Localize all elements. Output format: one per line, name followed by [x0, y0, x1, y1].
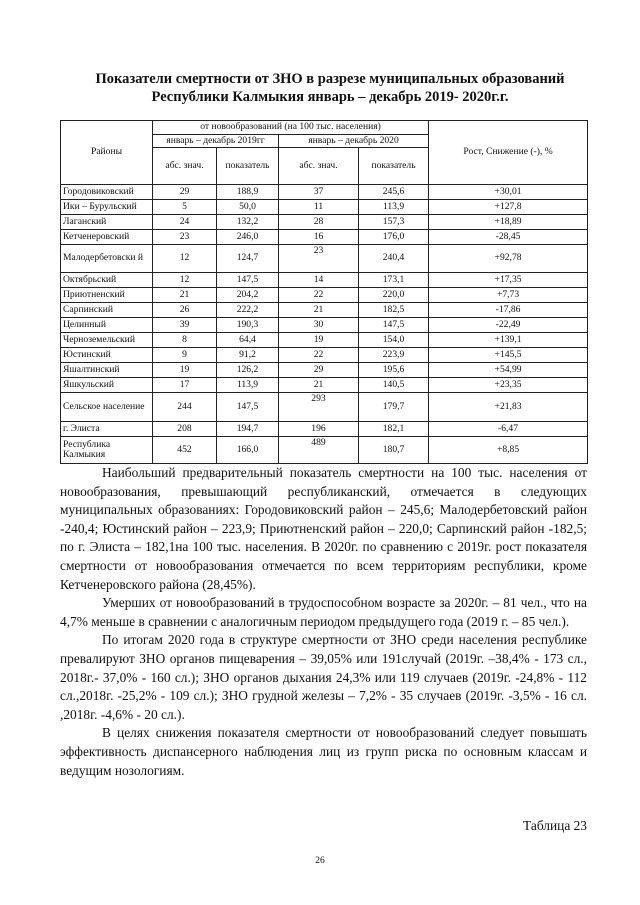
rate-2020-cell: 182,5 [359, 303, 429, 318]
paragraph: Умерших от новообразований в трудоспособном возрасте за 2020г. – 81 чел., что на 4,7% меньше в сравнении с аналогичным периодом предыдущего года (2019 г. – 85 чел.). [60, 595, 587, 629]
abs-2019-cell: 21 [153, 288, 217, 303]
region-cell: Республика Калмыкия [61, 437, 153, 464]
rate-2020-cell: 180,7 [359, 437, 429, 464]
table-body [61, 185, 588, 464]
region-cell: Яшкульский [61, 378, 153, 393]
rate-2020-cell: 140,5 [359, 378, 429, 393]
table-row [61, 348, 588, 363]
rate-2019-cell: 166,0 [217, 437, 279, 464]
rate-2020-cell: 147,5 [359, 318, 429, 333]
rate-2020-cell: 223,9 [359, 348, 429, 363]
paragraph: В целях снижения показателя смертности от новообразований следует повышать эффективность диспансерного наблюдения лиц из групп риска по основным классам и ведущим нозологиям. [60, 725, 587, 778]
abs-2019-cell: 26 [153, 303, 217, 318]
title-line-1: Показатели смертности от ЗНО в разрезе муниципальных образований [95, 71, 565, 87]
rate-2019-cell: 64,4 [217, 333, 279, 348]
change-cell: -6,47 [429, 422, 588, 437]
table-row [61, 288, 588, 303]
abs-2019-cell: 9 [153, 348, 217, 363]
rate-2019-cell: 194,7 [217, 422, 279, 437]
abs-2019-cell: 452 [153, 437, 217, 464]
abs-2019-cell: 29 [153, 185, 217, 200]
table-row [61, 185, 588, 200]
abs-2019-cell: 24 [153, 215, 217, 230]
rate-2019-cell: 91,2 [217, 348, 279, 363]
table-label: Таблица 23 [523, 818, 587, 833]
abs-2020-cell: 19 [279, 333, 359, 348]
region-cell: Малодербетовски й [61, 245, 153, 273]
table-row [61, 333, 588, 348]
abs-2020-cell: 29 [279, 363, 359, 378]
table-row [61, 200, 588, 215]
table-row [61, 393, 588, 422]
region-cell: Ики – Бурульский [61, 200, 153, 215]
rate-2020-cell: 176,0 [359, 230, 429, 245]
table-row [61, 245, 588, 273]
change-cell: +54,99 [429, 363, 588, 378]
abs-2020-cell: 30 [279, 318, 359, 333]
header-period-2019: январь – декабрь 2019гг [153, 134, 279, 148]
abs-2020-cell: 23 [279, 245, 359, 273]
rate-2019-cell: 124,7 [217, 245, 279, 273]
header-abs-2019: абс. знач. [153, 148, 217, 185]
table-row [61, 273, 588, 288]
region-cell: Яшалтинский [61, 363, 153, 378]
abs-2019-cell: 19 [153, 363, 217, 378]
rate-2020-cell: 195,6 [359, 363, 429, 378]
abs-2020-cell: 16 [279, 230, 359, 245]
table-row [61, 318, 588, 333]
abs-2019-cell: 8 [153, 333, 217, 348]
mortality-table [60, 120, 588, 464]
title-line-2: Республики Калмыкия январь – декабрь 2019- 2020г.г. [151, 89, 509, 105]
region-cell: Целинный [61, 318, 153, 333]
abs-2019-cell: 12 [153, 245, 217, 273]
change-cell: +17,35 [429, 273, 588, 288]
table-row [61, 437, 588, 464]
header-rate-2020: показатель [359, 148, 429, 185]
change-cell: +92,78 [429, 245, 588, 273]
rate-2019-cell: 132,2 [217, 215, 279, 230]
change-cell: +145,5 [429, 348, 588, 363]
change-cell: -28,45 [429, 230, 588, 245]
region-cell: Черноземельский [61, 333, 153, 348]
rate-2020-cell: 157,3 [359, 215, 429, 230]
abs-2019-cell: 12 [153, 273, 217, 288]
abs-2019-cell: 17 [153, 378, 217, 393]
body-text [60, 464, 587, 780]
change-cell: +139,1 [429, 333, 588, 348]
paragraph: По итогам 2020 года в структуре смертности от ЗНО среди населения республике превалируют ЗНО органов пищеварения – 39,05% или 191случай (2019г. –38,4% - 173 сл., 2018г.- 37,0% - 160 сл.); ЗНО органов дыхания 24,3% или 119 случаев (2019г. -24,8% - 112 сл.,2018г. -25,2% - 109 сл.); ЗНО грудной железы – 7,2% - 35 случаев (2019г. -3,5% - 16 сл. ,2018г. -4,6% - 20 сл.). [60, 632, 587, 722]
header-abs-2020: абс. знач. [279, 148, 359, 185]
abs-2020-cell: 22 [279, 348, 359, 363]
header-period-2020: январь – декабрь 2020 [279, 134, 429, 148]
region-cell: Сарпинский [61, 303, 153, 318]
rate-2019-cell: 113,9 [217, 378, 279, 393]
region-cell: Лаганский [61, 215, 153, 230]
rate-2020-cell: 240,4 [359, 245, 429, 273]
change-cell: +8,85 [429, 437, 588, 464]
change-cell: -22,49 [429, 318, 588, 333]
table-row [61, 303, 588, 318]
page-number: 26 [315, 856, 325, 866]
region-cell: Кетченеровский [61, 230, 153, 245]
abs-2020-cell: 21 [279, 303, 359, 318]
header-regions: Районы [61, 121, 153, 185]
abs-2019-cell: 39 [153, 318, 217, 333]
abs-2019-cell: 208 [153, 422, 217, 437]
region-cell: Сельское население [61, 393, 153, 422]
rate-2020-cell: 182,1 [359, 422, 429, 437]
table-row [61, 422, 588, 437]
abs-2020-cell: 293 [279, 393, 359, 422]
abs-2019-cell: 5 [153, 200, 217, 215]
change-cell: +30,01 [429, 185, 588, 200]
abs-2020-cell: 11 [279, 200, 359, 215]
table-row [61, 378, 588, 393]
rate-2020-cell: 179,7 [359, 393, 429, 422]
rate-2019-cell: 204,2 [217, 288, 279, 303]
abs-2020-cell: 37 [279, 185, 359, 200]
document-title [60, 70, 600, 106]
rate-2019-cell: 246,0 [217, 230, 279, 245]
abs-2020-cell: 22 [279, 288, 359, 303]
header-rate-2019: показатель [217, 148, 279, 185]
rate-2019-cell: 50,0 [217, 200, 279, 215]
table-row [61, 363, 588, 378]
region-cell: Городовиковский [61, 185, 153, 200]
rate-2020-cell: 154,0 [359, 333, 429, 348]
abs-2019-cell: 244 [153, 393, 217, 422]
change-cell: +7,73 [429, 288, 588, 303]
rate-2020-cell: 113,9 [359, 200, 429, 215]
table-row [61, 230, 588, 245]
change-cell: -17,86 [429, 303, 588, 318]
rate-2019-cell: 147,5 [217, 393, 279, 422]
rate-2020-cell: 245,6 [359, 185, 429, 200]
table-row [61, 215, 588, 230]
abs-2020-cell: 489 [279, 437, 359, 464]
abs-2020-cell: 196 [279, 422, 359, 437]
abs-2020-cell: 14 [279, 273, 359, 288]
change-cell: +18,89 [429, 215, 588, 230]
rate-2019-cell: 126,2 [217, 363, 279, 378]
rate-2019-cell: 147,5 [217, 273, 279, 288]
rate-2020-cell: 173,1 [359, 273, 429, 288]
rate-2019-cell: 190,3 [217, 318, 279, 333]
abs-2020-cell: 21 [279, 378, 359, 393]
header-group: от новообразований (на 100 тыс. населения) [153, 121, 429, 135]
region-cell: г. Элиста [61, 422, 153, 437]
header-growth: Рост, Снижение (-), % [429, 121, 588, 185]
rate-2019-cell: 188,9 [217, 185, 279, 200]
change-cell: +23,35 [429, 378, 588, 393]
rate-2019-cell: 222,2 [217, 303, 279, 318]
abs-2019-cell: 23 [153, 230, 217, 245]
region-cell: Октябрьский [61, 273, 153, 288]
paragraph: Наибольший предварительный показатель смертности на 100 тыс. населения от новообразования, превышающий республиканский, отмечается в следующих муниципальных образованиях: Городовиковский район – 245,6; Малодербетовский район -240,4; Юстинский район – 223,9; Приютненский район – 220,0; Сарпинский район -182,5; по г. Элиста – 182,1на 100 тыс. населения. В 2020г. по сравнению с 2019г. рост показателя смертности от новообразования отмечается по всем территориям республики, кроме Кетченеровского района (28,45%). [60, 465, 587, 592]
abs-2020-cell: 28 [279, 215, 359, 230]
region-cell: Юстинский [61, 348, 153, 363]
region-cell: Приютненский [61, 288, 153, 303]
change-cell: +21,83 [429, 393, 588, 422]
change-cell: +127,8 [429, 200, 588, 215]
rate-2020-cell: 220,0 [359, 288, 429, 303]
